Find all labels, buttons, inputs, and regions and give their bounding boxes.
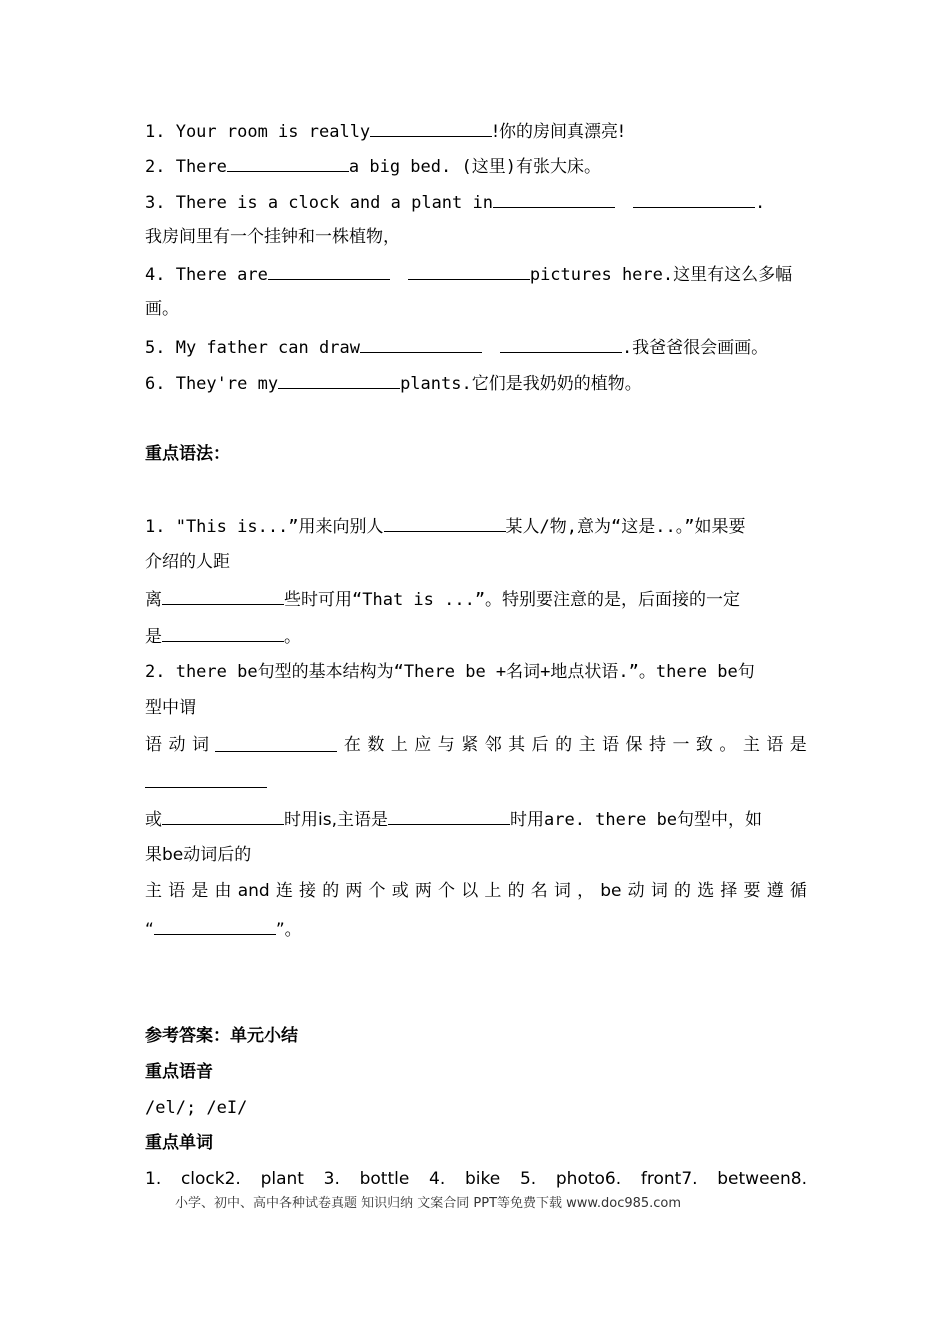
answers-heading: 参考答案：单元小结 <box>145 1026 298 1046</box>
char: 语 <box>145 735 162 755</box>
page-footer: 小学、初中、高中各种试卷真题 知识归纳 文案合同 PPT等免费下载 www.doc985.com <box>175 1196 682 1211</box>
grammar-p2-blank-1[interactable] <box>215 733 337 752</box>
grammar-p1-line2: 介绍的人距 <box>145 552 230 572</box>
grammar-p1-blank-3[interactable] <box>162 623 284 642</box>
exercise-q3 <box>145 189 807 215</box>
char: 。 <box>719 735 737 755</box>
char: 的 <box>507 881 525 901</box>
q3-text: 3. There is a clock and a plant in <box>145 193 493 213</box>
grammar-p2-line6: 果be动词后的 <box>145 845 252 865</box>
answers-sub-phonetics: 重点语音 <box>145 1062 213 1082</box>
q6-text: 6. They're my <box>145 374 279 394</box>
char: 持 <box>648 735 666 755</box>
word: clock2. <box>180 1169 241 1189</box>
grammar-p2-line4 <box>145 769 807 795</box>
grammar-p2-blank-2[interactable] <box>145 769 267 788</box>
grammar-heading: 重点语法： <box>145 444 230 464</box>
q6-blank[interactable] <box>278 370 400 389</box>
grammar-p2-line3 <box>145 733 807 757</box>
word: 5. <box>519 1169 537 1189</box>
grammar-p2-e: 或 <box>145 810 162 830</box>
q5-suffix: .我爸爸很会画画。 <box>621 338 769 358</box>
char: 上 <box>484 881 502 901</box>
char: 保 <box>625 735 643 755</box>
char: 词 <box>553 881 571 901</box>
exercise-q1 <box>145 118 807 144</box>
char: 一 <box>672 735 690 755</box>
grammar-p1-b: 某人/物,意为“这是..。”如果要 <box>505 517 746 537</box>
exercise-q4 <box>145 261 807 287</box>
char: be <box>600 881 622 901</box>
char: 语 <box>766 735 784 755</box>
char: 紧 <box>461 735 479 755</box>
grammar-p1-line4 <box>145 623 807 649</box>
word: bottle <box>359 1169 410 1189</box>
q5-text: 5. My father can draw <box>145 338 360 358</box>
char: 选 <box>697 881 715 901</box>
char: 遵 <box>766 881 784 901</box>
char: 的 <box>674 881 692 901</box>
grammar-p1-f: 是 <box>145 627 162 647</box>
char: 数 <box>367 735 385 755</box>
word: 3. <box>323 1169 340 1189</box>
q1-text: 1. Your room is really <box>145 122 371 142</box>
word: photo6. <box>555 1169 622 1189</box>
grammar-p2-blank-3[interactable] <box>162 806 284 825</box>
char: 邻 <box>484 735 502 755</box>
char: ， <box>577 881 595 901</box>
word: 1. <box>145 1169 162 1189</box>
answers-sub-words: 重点单词 <box>145 1133 213 1153</box>
exercise-q5 <box>145 334 807 360</box>
answers-phonetics: /el/; /eI/ <box>145 1098 248 1118</box>
char: 由 <box>214 881 232 901</box>
q3-suffix: . <box>755 193 766 213</box>
grammar-p1-d: 离 <box>145 590 162 610</box>
quote-close: ”。 <box>275 920 302 940</box>
char: 上 <box>390 735 408 755</box>
char: 主 <box>578 735 596 755</box>
grammar-p1-g: 。 <box>284 627 301 647</box>
grammar-p2-g: 时用are. there be句型中，如 <box>509 810 763 830</box>
char: 词 <box>191 735 209 755</box>
grammar-p2-f: 时用is,主语是 <box>284 810 388 830</box>
char: 语 <box>602 735 620 755</box>
q4-text: 4. There are <box>145 265 268 285</box>
char: 的 <box>322 881 340 901</box>
char: 后 <box>531 735 549 755</box>
grammar-p2-line5 <box>145 806 807 832</box>
q3-translation: 我房间里有一个挂钟和一株植物， <box>145 227 400 247</box>
word: bike <box>465 1169 501 1189</box>
char: 应 <box>414 735 432 755</box>
exercise-q6 <box>145 370 807 396</box>
char: 主 <box>742 735 760 755</box>
char: 个 <box>438 881 456 901</box>
char: 词 <box>650 881 668 901</box>
q6-suffix: plants.它们是我奶奶的植物。 <box>400 374 642 394</box>
exercise-q2 <box>145 153 807 179</box>
q5-blank-2[interactable] <box>500 334 622 353</box>
grammar-p1-e: 些时可用“That is ...”。特别要注意的是，后面接的一定 <box>284 590 741 610</box>
q5-blank-1[interactable] <box>360 334 482 353</box>
char: 其 <box>508 735 526 755</box>
grammar-p2-line1: 2. there be句型的基本结构为“There be +名词+地点状语.”。there be句 <box>145 662 755 682</box>
grammar-p1-line3 <box>145 586 807 612</box>
char: 致 <box>695 735 713 755</box>
grammar-p2-line7 <box>145 879 807 903</box>
word: plant <box>260 1169 304 1189</box>
grammar-p2-blank-4[interactable] <box>388 806 510 825</box>
char: 的 <box>555 735 573 755</box>
char: 名 <box>530 881 548 901</box>
char: 两 <box>345 881 363 901</box>
grammar-p1-line1 <box>145 513 807 539</box>
char: 主 <box>145 881 162 901</box>
q4-continuation: 画。 <box>145 299 179 319</box>
char: 择 <box>720 881 738 901</box>
char: 动 <box>627 881 645 901</box>
char: 是 <box>789 735 807 755</box>
char: 连 <box>275 881 293 901</box>
q1-suffix: !你的房间真漂亮! <box>492 122 625 142</box>
char: 要 <box>743 881 761 901</box>
char: 或 <box>391 881 409 901</box>
grammar-p2-line8 <box>145 916 807 942</box>
word: between8. <box>717 1169 807 1189</box>
char: 语 <box>168 881 186 901</box>
q2-suffix: a big bed. (这里)有张大床。 <box>348 157 601 177</box>
q3-blank-2[interactable] <box>633 189 755 208</box>
char: 在 <box>343 735 361 755</box>
grammar-p2-blank-5[interactable] <box>154 916 276 935</box>
word: 4. <box>429 1169 446 1189</box>
q3-blank-1[interactable] <box>493 189 615 208</box>
answers-words <box>145 1167 807 1191</box>
char: 动 <box>168 735 186 755</box>
q2-blank[interactable] <box>227 153 349 172</box>
char: 两 <box>414 881 432 901</box>
q4-blank-2[interactable] <box>408 261 530 280</box>
grammar-p1-blank-2[interactable] <box>162 586 284 605</box>
char: and <box>237 881 270 901</box>
char: 与 <box>437 735 455 755</box>
q4-blank-1[interactable] <box>268 261 390 280</box>
grammar-p1-blank-1[interactable] <box>384 513 506 532</box>
q1-blank[interactable] <box>370 118 492 137</box>
word: front7. <box>640 1169 698 1189</box>
grammar-p2-line2: 型中谓 <box>145 698 196 718</box>
quote-open: “ <box>145 920 154 940</box>
char: 是 <box>191 881 209 901</box>
q4-suffix: pictures here.这里有这么多幅 <box>529 265 793 285</box>
char: 接 <box>299 881 317 901</box>
char: 以 <box>461 881 479 901</box>
grammar-p1-a: 1. "This is...”用来向别人 <box>145 517 384 537</box>
char: 循 <box>789 881 807 901</box>
char: 个 <box>368 881 386 901</box>
q2-text: 2. There <box>145 157 227 177</box>
